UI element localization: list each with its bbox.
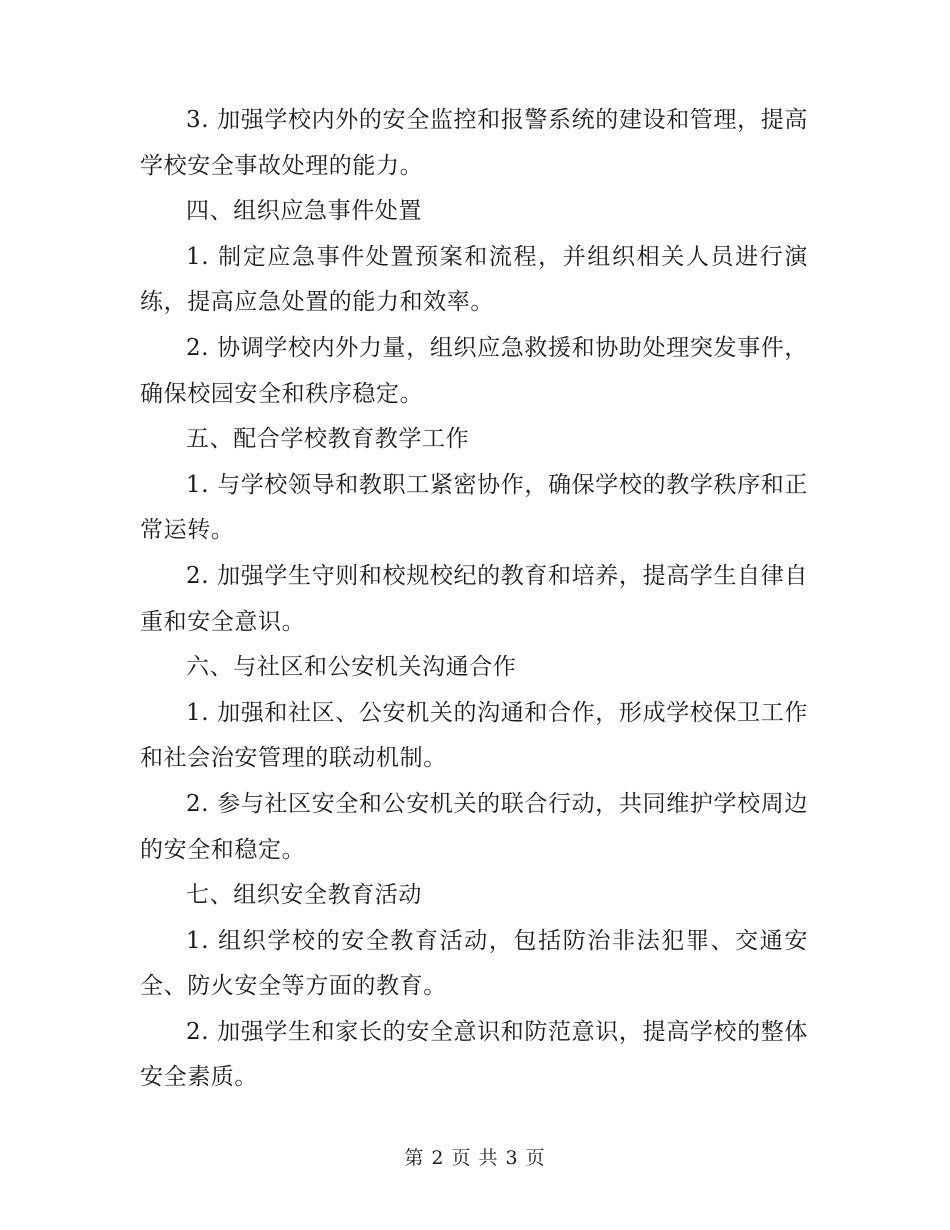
section-heading-emergency: 四、组织应急事件处置 [186, 198, 422, 225]
paragraph-item-2-coordinate: 2. 协调学校内外力量，组织应急救援和协助处理突发事件，确保校园安全和秩序稳定。 [140, 334, 808, 407]
section-heading-teaching: 五、配合学校教育教学工作 [186, 426, 470, 453]
document-body [140, 98, 808, 1101]
paragraph-item-1-cooperate: 1. 与学校领导和教职工紧密协作，确保学校的教学秩序和正常运转。 [140, 471, 808, 544]
section-heading-education: 七、组织安全教育活动 [186, 882, 422, 909]
paragraph-item-3-monitoring: 3. 加强学校内外的安全监控和报警系统的建设和管理，提高学校安全事故处理的能力。 [140, 107, 808, 179]
page-number-footer: 第 2 页 共 3 页 [404, 1147, 546, 1169]
paragraph-item-1-plan: 1. 制定应急事件处置预案和流程，并组织相关人员进行演练，提高应急处置的能力和效率。 [140, 243, 808, 316]
paragraph-item-2-awareness: 2. 加强学生和家长的安全意识和防范意识，提高学校的整体安全素质。 [140, 1018, 808, 1091]
section-heading-community: 六、与社区和公安机关沟通合作 [186, 654, 517, 681]
paragraph-item-2-discipline: 2. 加强学生守则和校规校纪的教育和培养，提高学生自律自重和安全意识。 [140, 562, 808, 635]
paragraph-item-1-communication: 1. 加强和社区、公安机关的沟通和合作，形成学校保卫工作和社会治安管理的联动机制。 [140, 699, 808, 772]
paragraph-item-1-activities: 1. 组织学校的安全教育活动，包括防治非法犯罪、交通安全、防火安全等方面的教育。 [140, 927, 808, 1000]
paragraph-item-2-joint-action: 2. 参与社区安全和公安机关的联合行动，共同维护学校周边的安全和稳定。 [140, 790, 808, 863]
